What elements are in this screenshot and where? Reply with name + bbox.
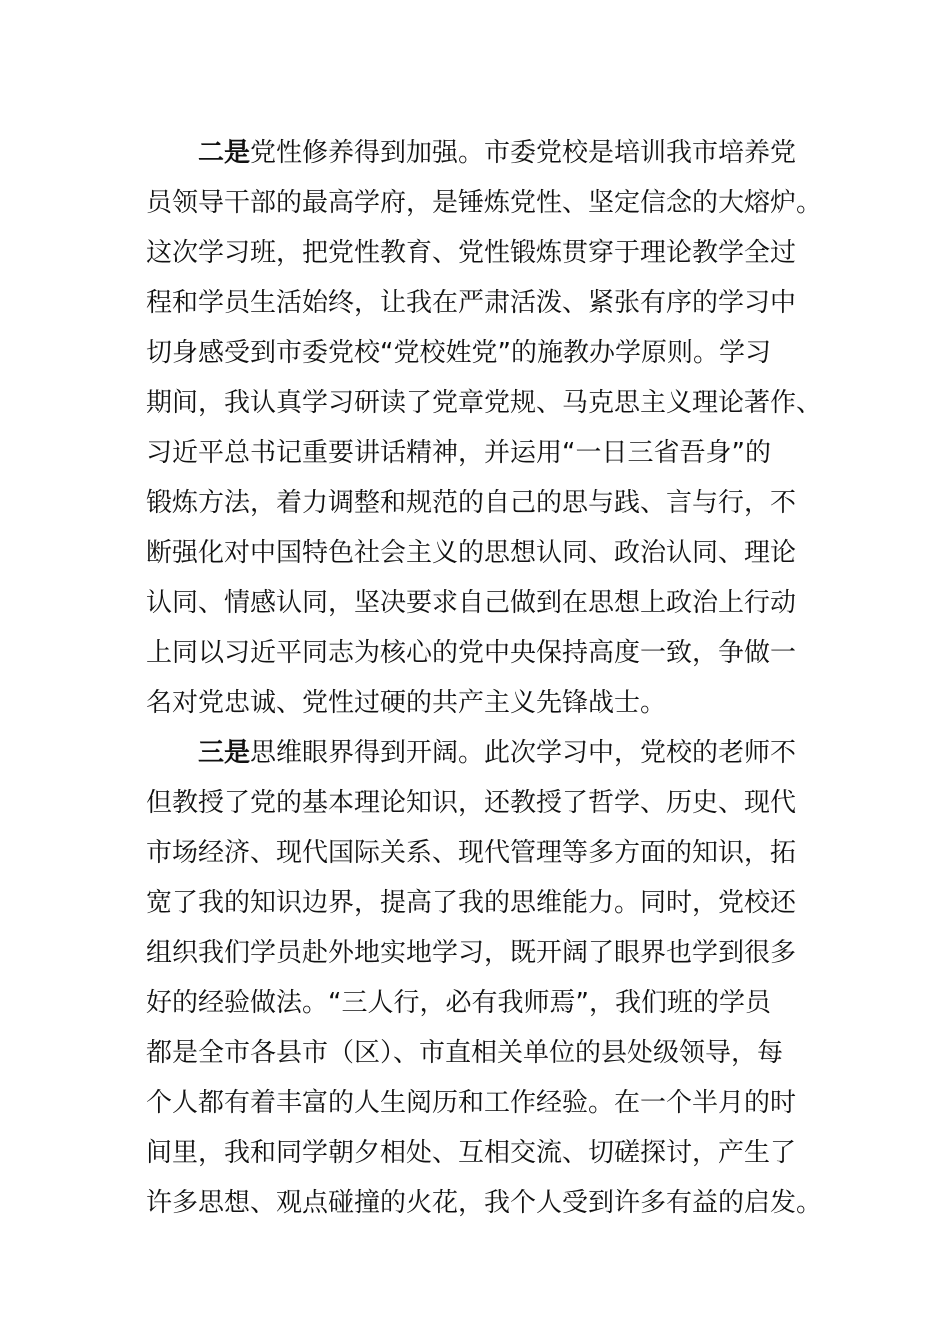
paragraph-1-line-4: 程和学员生活始终，让我在严肃活泼、紧张有序的学习中 — [146, 288, 797, 318]
paragraph-1-line-7: 习近平总书记重要讲话精神，并运用“一日三省吾身”的 — [146, 438, 771, 468]
paragraph-1-line-3: 这次学习班，把党性教育、党性锻炼贯穿于理论教学全过 — [146, 238, 797, 268]
paragraph-2-line-8: 个人都有着丰富的人生阅历和工作经验。在一个半月的时 — [146, 1088, 797, 1118]
paragraph-2-line-2: 但教授了党的基本理论知识，还教授了哲学、历史、现代 — [146, 788, 797, 818]
paragraph-1-line-11: 上同以习近平同志为核心的党中央保持高度一致，争做一 — [146, 638, 797, 668]
paragraph-2-line-5: 组织我们学员赴外地实地学习，既开阔了眼界也学到很多 — [146, 938, 797, 968]
paragraph-1-line-8: 锻炼方法，着力调整和规范的自己的思与践、言与行，不 — [146, 488, 797, 518]
paragraph-1-line-10: 认同、情感认同，坚决要求自己做到在思想上政治上行动 — [146, 588, 797, 618]
paragraph-2-line-10: 许多思想、观点碰撞的火花，我个人受到许多有益的启发。 — [146, 1188, 823, 1218]
document-body — [146, 128, 823, 1228]
paragraph-1-line-2: 员领导干部的最高学府，是锤炼党性、坚定信念的大熔炉。 — [146, 188, 823, 218]
paragraph-1-line-1 — [146, 128, 806, 178]
paragraph-2-line-4: 宽了我的知识边界，提高了我的思维能力。同时，党校还 — [146, 888, 797, 918]
paragraph-1-line-9: 断强化对中国特色社会主义的思想认同、政治认同、理论 — [146, 538, 797, 568]
paragraph-2-line-6: 好的经验做法。“三人行，必有我师焉”，我们班的学员 — [146, 988, 771, 1018]
paragraph-1-text: 党性修养得到加强。市委党校是培训我市培养党 — [250, 138, 797, 168]
paragraph-2-line-1 — [146, 728, 806, 778]
paragraph-2-line-9: 间里，我和同学朝夕相处、互相交流、切磋探讨，产生了 — [146, 1138, 797, 1168]
paragraph-1-line-12: 名对党忠诚、党性过硬的共产主义先锋战士。 — [146, 688, 667, 718]
paragraph-2-lead: 三是 — [198, 738, 251, 768]
paragraph-2-line-7: 都是全市各县市（区）、市直相关单位的县处级领导，每 — [146, 1038, 784, 1068]
paragraph-2-line-3: 市场经济、现代国际关系、现代管理等多方面的知识，拓 — [146, 838, 797, 868]
paragraph-1-lead: 二是 — [198, 138, 251, 168]
paragraph-1-line-5: 切身感受到市委党校“党校姓党”的施教办学原则。学习 — [146, 338, 771, 368]
paragraph-1-line-6: 期间，我认真学习研读了党章党规、马克思主义理论著作、 — [146, 388, 823, 418]
paragraph-2-text: 思维眼界得到开阔。此次学习中，党校的老师不 — [250, 738, 797, 768]
